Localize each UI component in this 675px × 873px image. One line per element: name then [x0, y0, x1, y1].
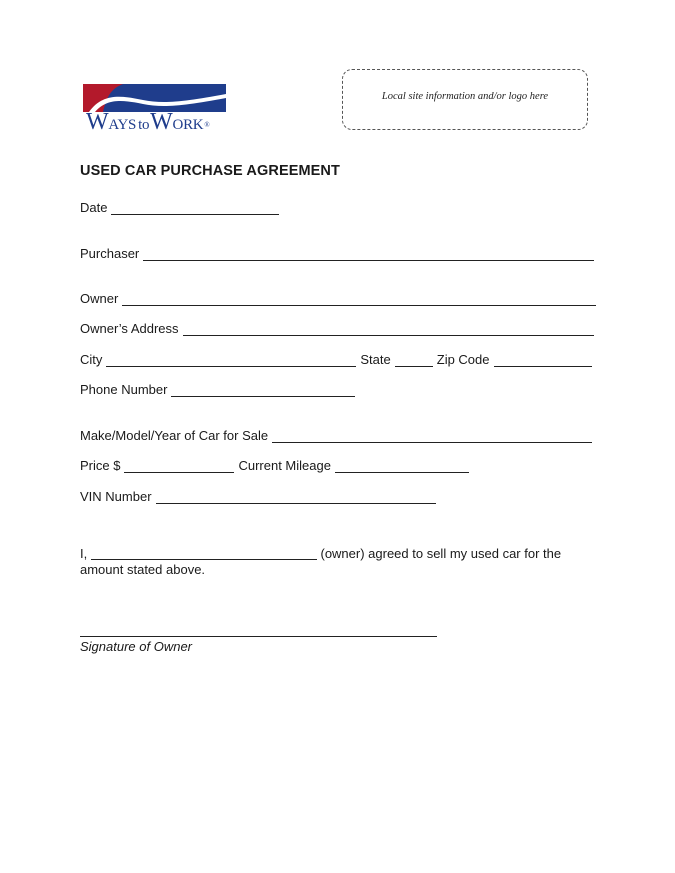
make-model-year-label: Make/Model/Year of Car for Sale	[80, 428, 269, 443]
local-site-info-text: Local site information and/or logo here	[381, 91, 549, 102]
date-row	[80, 197, 279, 215]
city-blank[interactable]	[106, 354, 356, 367]
closing-line-1	[80, 546, 561, 562]
make-model-year-blank[interactable]	[272, 430, 592, 443]
zip-code-blank[interactable]	[494, 354, 592, 367]
purchaser-blank[interactable]	[143, 248, 594, 261]
state-label: State	[360, 352, 391, 367]
phone-number-row	[80, 379, 355, 397]
current-mileage-blank[interactable]	[335, 460, 469, 473]
current-mileage-label: Current Mileage	[238, 458, 331, 473]
owners-address-row	[80, 318, 594, 336]
date-blank[interactable]	[111, 202, 279, 215]
owner-name-blank[interactable]	[91, 547, 317, 560]
vin-number-label: VIN Number	[80, 489, 152, 504]
city-state-zip-row	[80, 349, 592, 367]
local-site-info-box	[342, 69, 588, 130]
closing-text: (owner) agreed to sell my used car for the	[320, 546, 562, 561]
make-model-year-row	[80, 425, 592, 443]
signature-line[interactable]	[80, 636, 437, 637]
vin-number-blank[interactable]	[156, 491, 436, 504]
vin-number-row	[80, 486, 436, 504]
logo-road-banner	[83, 84, 226, 112]
price-blank[interactable]	[124, 460, 234, 473]
phone-number-label: Phone Number	[80, 382, 168, 397]
closing-statement	[80, 546, 561, 578]
closing-prefix: I,	[80, 546, 88, 561]
owners-address-blank[interactable]	[183, 323, 594, 336]
owner-blank[interactable]	[122, 293, 596, 306]
owner-label: Owner	[80, 291, 119, 306]
state-blank[interactable]	[395, 354, 433, 367]
phone-number-blank[interactable]	[171, 384, 355, 397]
purchaser-row	[80, 243, 594, 261]
price-mileage-row	[80, 455, 469, 473]
ways-to-work-logo	[83, 84, 243, 136]
city-label: City	[80, 352, 103, 367]
zip-code-label: Zip Code	[436, 352, 490, 367]
page-title: USED CAR PURCHASE AGREEMENT	[80, 163, 340, 179]
purchaser-label: Purchaser	[80, 246, 140, 261]
logo-wordmark: WAYS toWORK®	[86, 109, 210, 135]
closing-line-2: amount stated above.	[80, 562, 206, 577]
price-label: Price $	[80, 458, 121, 473]
owners-address-label: Owner’s Address	[80, 321, 179, 336]
date-label: Date	[80, 200, 108, 215]
signature-caption: Signature of Owner	[80, 639, 193, 654]
owner-row	[80, 288, 596, 306]
